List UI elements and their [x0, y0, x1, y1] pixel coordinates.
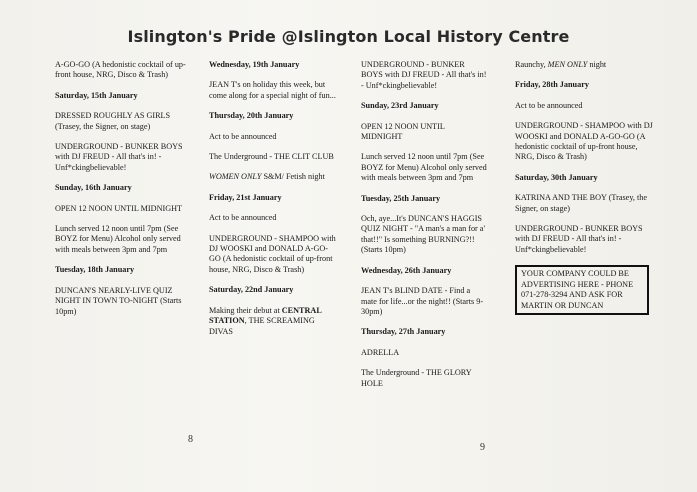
event-text: UNDERGROUND - BUNKER BOYS with DJ FREUD - All that's in! - Unf*ckingbelievable! — [55, 142, 183, 172]
date-heading: Sunday, 16th January — [55, 183, 132, 193]
event-text: Lunch served 12 noon until 7pm (See BOYZ for Menu) Alcohol only served with meals between 3pm and 7pm — [361, 152, 487, 183]
date-heading: Friday, 21st January — [209, 192, 282, 202]
event-text-pre: Making their debut at — [209, 305, 282, 315]
event-text: DUNCAN'S NEARLY-LIVE QUIZ NIGHT IN TOWN TO-NIGHT (Starts 10pm) — [55, 285, 182, 316]
event-text: A-GO-GO (A hedonistic cocktail of up-front house, NRG, Disco & Trash) — [55, 60, 186, 80]
listing-column-3 — [361, 60, 487, 399]
date-heading: Wednesday, 19th January — [209, 60, 300, 69]
event-text: ADRELLA — [361, 347, 400, 357]
listing-column-2 — [209, 60, 337, 347]
event-text: UNDERGROUND - BUNKER BOYS with DJ FREUD - All that's in! - Unf*ckingbelievable! — [361, 60, 487, 90]
event-text: Act to be announced — [209, 213, 277, 223]
advert-box: YOUR COMPANY COULD BE ADVERTISING HERE - PHONE 071-278-3294 AND ASK FOR MARTIN OR DUNCAN — [515, 265, 649, 315]
event-text: The Underground - THE CLIT CLUB — [209, 152, 334, 162]
event-text-rest: S&M/ Fetish night — [261, 172, 325, 182]
event-text-pre: Raunchy, — [515, 60, 548, 69]
date-heading: Tuesday, 25th January — [361, 193, 441, 203]
venue-name: CENTRAL STATION — [209, 305, 322, 326]
event-text: Lunch served 12 noon until 7pm (See BOYZ for Menu) Alcohol only served with meals between 3pm and 7pm — [55, 224, 181, 254]
event-text: Act to be announced — [209, 131, 277, 141]
event-text: DRESSED ROUGHLY AS GIRLS (Trasey, the Signer, on stage) — [55, 111, 171, 131]
date-heading: Saturday, 30th January — [515, 172, 598, 182]
event-text: Och, aye...It's DUNCAN'S HAGGIS QUIZ NIGHT - "A man's a man for a' that!!" Is something BURNING?!! (Starts 10pm) — [361, 214, 485, 255]
date-heading: Wednesday, 26th January — [361, 265, 452, 275]
date-heading: Tuesday, 18th January — [55, 265, 135, 275]
listing-column-1 — [55, 60, 197, 327]
event-text: OPEN 12 NOON UNTIL MIDNIGHT — [55, 203, 183, 213]
event-text: JEAN T's BLIND DATE - Find a mate for life...or the night!! (Starts 9-30pm) — [361, 286, 484, 316]
event-text — [209, 306, 337, 337]
event-text: OPEN 12 NOON UNTIL MIDNIGHT — [361, 121, 445, 142]
event-text: KATRINA AND THE BOY (Trasey, the Signer, on stage) — [515, 193, 647, 213]
listing-column-4 — [515, 60, 653, 315]
emphasis-text: MEN ONLY — [547, 60, 588, 69]
event-text: UNDERGROUND - BUNKER BOYS with DJ FREUD - All that's in! - Unf*ckingbelievable! — [515, 224, 643, 254]
event-text: The Underground - THE GLORY HOLE — [361, 368, 472, 388]
event-text — [209, 172, 337, 182]
event-text — [515, 60, 653, 70]
date-heading: Thursday, 27th January — [361, 327, 446, 337]
event-text: Act to be announced — [515, 100, 583, 110]
event-text-post: , THE SCREAMING DIVAS — [209, 316, 315, 336]
event-text: JEAN T's on holiday this week, but come along for a special night of fun... — [209, 80, 336, 100]
emphasis-text: WOMEN ONLY — [209, 172, 262, 182]
page-number-right: 9 — [480, 442, 485, 453]
date-heading: Saturday, 22nd January — [209, 285, 294, 295]
page-number-left: 8 — [188, 434, 193, 445]
event-text: UNDERGROUND - SHAMPOO with DJ WOOSKI and DONALD A-GO-GO (A hedonistic cocktail of up-front house, NRG, Disco & Trash) — [515, 121, 653, 162]
event-text-post: night — [587, 60, 607, 69]
date-heading: Sunday, 23rd January — [361, 101, 439, 111]
date-heading: Friday, 28th January — [515, 80, 589, 90]
page-title: Islington's Pride @Islington Local History Centre — [127, 27, 570, 46]
date-heading: Thursday, 20th January — [209, 111, 294, 121]
event-text: UNDERGROUND - SHAMPOO with DJ WOOSKI and DONALD A-GO-GO (A hedonistic cocktail of up-front house, NRG, Disco & Trash) — [209, 233, 336, 274]
date-heading: Saturday, 15th January — [55, 90, 138, 100]
